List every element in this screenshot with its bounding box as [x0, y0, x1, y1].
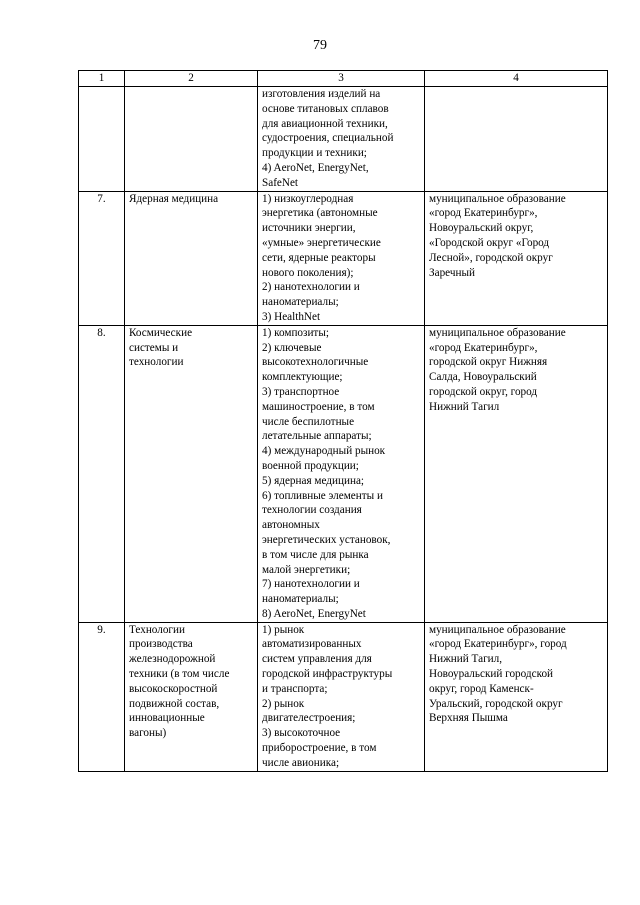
- table-row: [79, 191, 608, 325]
- municipalities-line: Новоуральский городской: [429, 668, 554, 681]
- technologies-line: комплектующие;: [262, 371, 343, 384]
- technologies-line: 5) ядерная медицина;: [262, 474, 365, 487]
- technologies-line: технологии создания: [262, 504, 362, 517]
- municipalities-line: «Городской округ «Город: [429, 236, 550, 249]
- technologies-line: 1) рынок: [262, 623, 305, 636]
- technologies-line: SafeNet: [262, 176, 299, 189]
- technologies-line: и транспорта;: [262, 682, 328, 695]
- municipalities-line: «город Екатеринбург»,: [429, 207, 538, 220]
- municipalities-line: Уральский, городской округ: [429, 697, 563, 710]
- technologies-line: 4) международный рынок: [262, 445, 386, 458]
- header-row: [79, 71, 608, 87]
- technologies-cell: [258, 87, 425, 192]
- technologies-line: систем управления для: [262, 653, 372, 666]
- technologies-line: изготовления изделий на: [262, 88, 381, 100]
- direction-name-line: техники (в том числе: [129, 668, 230, 681]
- municipalities-cell: [425, 325, 608, 622]
- direction-name-line: технологии: [129, 356, 184, 369]
- municipalities-line: округ, город Каменск-: [429, 682, 534, 695]
- technologies-line: 2) нанотехнологии и: [262, 281, 360, 294]
- technologies-line: 4) AeroNet, EnergyNet,: [262, 161, 369, 174]
- technologies-line: военной продукции;: [262, 459, 359, 472]
- municipalities-line: «город Екатеринбург»,: [429, 341, 538, 354]
- technologies-line: источники энергии,: [262, 222, 356, 235]
- table-header: [79, 71, 608, 87]
- municipalities-line: городской округ, город: [429, 385, 538, 398]
- technologies-line: 1) композиты;: [262, 326, 329, 339]
- technologies-line: летательные аппараты;: [262, 430, 372, 443]
- municipalities-line: «город Екатеринбург», город: [429, 638, 567, 651]
- direction-name-line: производства: [129, 638, 193, 651]
- technologies-cell: [258, 191, 425, 325]
- municipalities-cell: [425, 87, 608, 192]
- technologies-line: нового поколения);: [262, 266, 354, 279]
- direction-name-line: Технологии: [129, 623, 185, 636]
- municipalities-line: Заречный: [429, 266, 475, 279]
- municipalities-cell: [425, 622, 608, 771]
- technologies-line: продукции и техники;: [262, 147, 367, 160]
- municipalities-line: Лесной», городской округ: [429, 251, 553, 264]
- technologies-line: числе авионика;: [262, 756, 340, 769]
- technology-table: [78, 70, 608, 772]
- direction-name-line: подвижной состав,: [129, 697, 220, 710]
- technologies-line: малой энергетики;: [262, 563, 351, 576]
- technologies-line: 3) транспортное: [262, 385, 340, 398]
- technologies-line: для авиационной техники,: [262, 117, 388, 130]
- header-col-3: 3: [258, 71, 425, 87]
- technologies-line: в том числе для рынка: [262, 548, 369, 561]
- technologies-line: автономных: [262, 519, 320, 532]
- technologies-line: 2) рынок: [262, 697, 305, 710]
- technologies-line: числе беспилотные: [262, 415, 355, 428]
- direction-name-line: Космические: [129, 326, 193, 339]
- row-number-cell: 9.: [79, 622, 125, 771]
- municipalities-line: Верхняя Пышма: [429, 712, 508, 725]
- row-number-cell: [79, 87, 125, 192]
- table-row: [79, 87, 608, 192]
- row-number-cell: 8.: [79, 325, 125, 622]
- direction-name-cell: [125, 191, 258, 325]
- technologies-line: 8) AeroNet, EnergyNet: [262, 607, 366, 620]
- technologies-line: наноматериалы;: [262, 593, 339, 606]
- direction-name-line: инновационные: [129, 712, 205, 725]
- technologies-line: «умные» энергетические: [262, 236, 381, 249]
- row-number-cell: 7.: [79, 191, 125, 325]
- technologies-cell: [258, 622, 425, 771]
- direction-name-line: вагоны): [129, 727, 167, 740]
- municipalities-line: муниципальное образование: [429, 326, 566, 339]
- technologies-line: основе титановых сплавов: [262, 102, 389, 115]
- technologies-line: приборостроение, в том: [262, 742, 377, 755]
- technologies-line: сети, ядерные реакторы: [262, 251, 376, 264]
- municipalities-cell: [425, 191, 608, 325]
- direction-name-cell: [125, 87, 258, 192]
- direction-name-line: системы и: [129, 341, 179, 354]
- technologies-line: городской инфраструктуры: [262, 668, 393, 681]
- municipalities-line: Салда, Новоуральский: [429, 371, 537, 384]
- technologies-line: 2) ключевые: [262, 341, 322, 354]
- technologies-cell: [258, 325, 425, 622]
- municipalities-line: муниципальное образование: [429, 623, 566, 636]
- direction-name-line: высокоскоростной: [129, 682, 218, 695]
- header-col-4: 4: [425, 71, 608, 87]
- technologies-line: 3) высокоточное: [262, 727, 341, 740]
- municipalities-line: городской округ Нижняя: [429, 356, 548, 369]
- direction-name-cell: [125, 325, 258, 622]
- technologies-line: энергетика (автономные: [262, 207, 378, 220]
- direction-name-line: Ядерная медицина: [129, 192, 219, 205]
- table-body: [79, 87, 608, 772]
- header-col-1: 1: [79, 71, 125, 87]
- municipalities-line: Нижний Тагил,: [429, 653, 503, 666]
- technologies-line: двигателестроения;: [262, 712, 356, 725]
- technologies-line: машиностроение, в том: [262, 400, 375, 413]
- technologies-line: судостроения, специальной: [262, 132, 394, 145]
- page-number: 79: [313, 38, 327, 53]
- table-row: [79, 325, 608, 622]
- technologies-line: высокотехнологичные: [262, 356, 369, 369]
- technologies-line: 3) HealthNet: [262, 310, 321, 323]
- technologies-line: наноматериалы;: [262, 296, 339, 309]
- direction-name-cell: [125, 622, 258, 771]
- municipalities-line: Нижний Тагил: [429, 400, 500, 413]
- technologies-line: энергетических установок,: [262, 533, 391, 546]
- municipalities-line: муниципальное образование: [429, 192, 566, 205]
- technologies-line: 7) нанотехнологии и: [262, 578, 360, 591]
- direction-name-line: железнодорожной: [129, 653, 216, 666]
- municipalities-line: Новоуральский округ,: [429, 222, 534, 235]
- header-col-2: 2: [125, 71, 258, 87]
- technologies-line: 6) топливные элементы и: [262, 489, 383, 502]
- table-row: [79, 622, 608, 771]
- technologies-line: автоматизированных: [262, 638, 362, 651]
- technologies-line: 1) низкоуглеродная: [262, 192, 354, 205]
